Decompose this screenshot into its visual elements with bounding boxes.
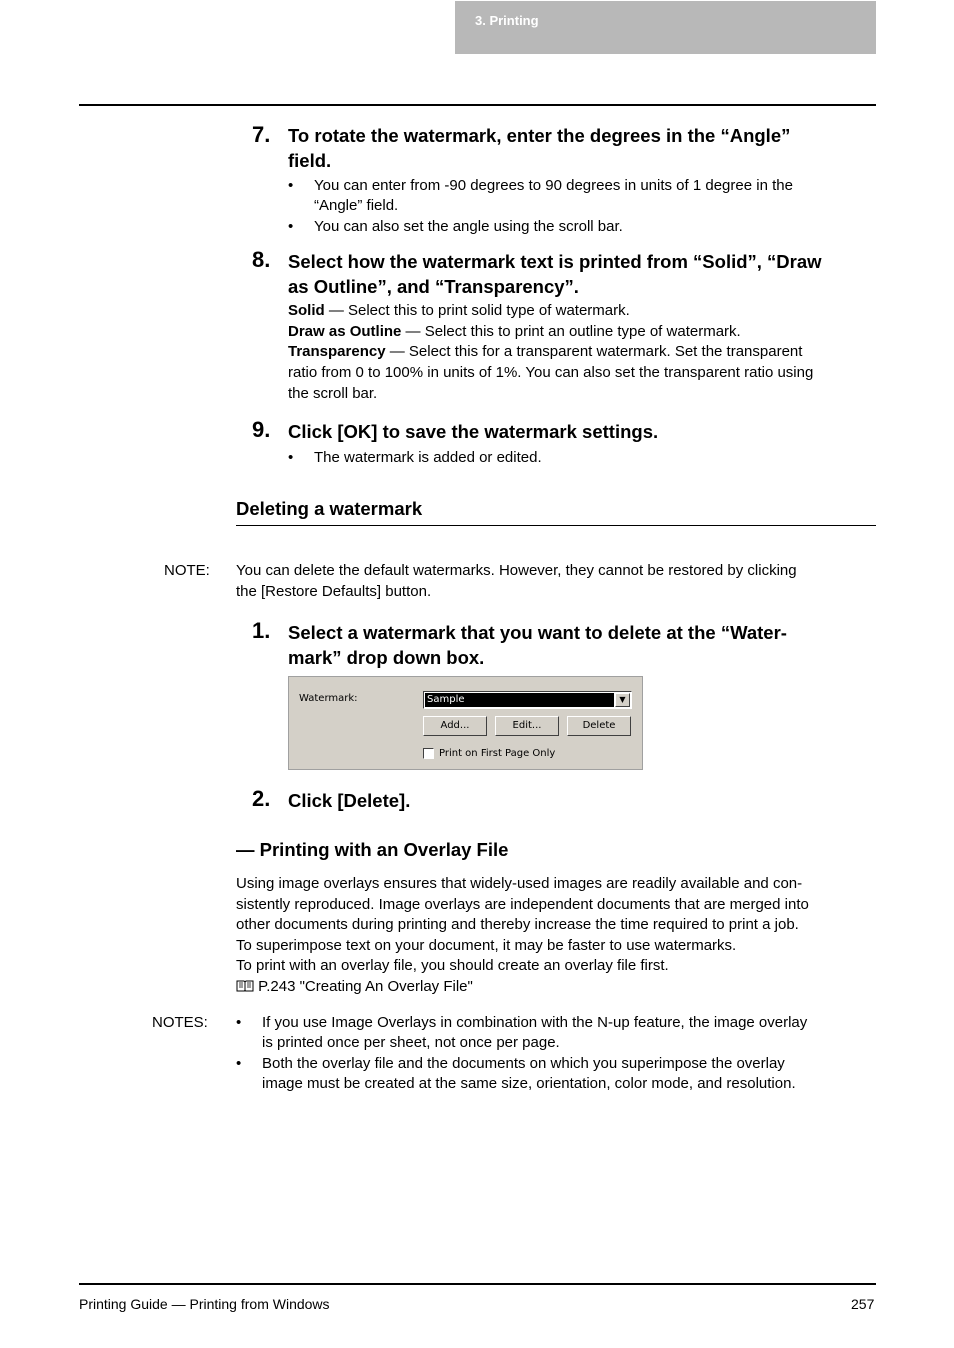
step-9-title: Click [OK] to save the watermark settings.: [288, 421, 659, 442]
add-button[interactable]: Add...: [423, 716, 487, 736]
watermark-label: Watermark:: [299, 693, 358, 704]
book-icon: [236, 979, 254, 992]
page-number: 257: [851, 1296, 875, 1312]
step-9-bullet-1: • The watermark is added or edited.: [288, 449, 542, 466]
overlay-note-1: • If you use Image Overlays in combination with the N-up feature, the image overlay is printed once per sheet, not once per page.: [236, 1014, 808, 1051]
footer-rule: [79, 1283, 876, 1285]
def-outline: Draw as Outline — Select this to print an outline type of watermark.: [288, 322, 741, 340]
chapter-tab-label: 3. Printing: [475, 13, 539, 28]
chapter-tab: [455, 1, 876, 54]
watermark-dropdown[interactable]: [423, 691, 632, 709]
section-rule: [236, 525, 876, 526]
step-9-number: 9.: [252, 417, 271, 442]
note-text: You can delete the default watermarks. However, they cannot be restored by clicking the [Restore Defaults] button.: [236, 562, 797, 600]
footer-title: Printing Guide — Printing from Windows: [79, 1296, 330, 1312]
delete-step-2-title: Click [Delete].: [288, 790, 411, 811]
def-transparency: Transparency — Select this for a transparent watermark. Set the transparent: [288, 343, 803, 360]
edit-button[interactable]: Edit...: [495, 716, 559, 736]
section-heading-delete: Deleting a watermark: [236, 498, 423, 519]
delete-step-1-title: Select a watermark that you want to delete at the “Water- mark” drop down box.: [288, 622, 787, 668]
note-label: NOTE:: [164, 562, 210, 579]
overlay-note-2: • Both the overlay file and the documents on which you superimpose the overlay image must be created at the same size, orientation, color mode, and resolution.: [236, 1055, 796, 1092]
step-7-number: 7.: [252, 122, 271, 147]
step-8-title: Select how the watermark text is printed from “Solid”, “Draw as Outline”, and “Transparency”.: [288, 251, 822, 297]
delete-button[interactable]: Delete: [567, 716, 631, 736]
chevron-down-icon[interactable]: ▼: [615, 693, 630, 707]
step-7-bullet-2: • You can also set the angle using the scroll bar.: [288, 218, 623, 235]
step-7-bullet-1: • You can enter from -90 degrees to 90 degrees in units of 1 degree in the “Angle” field.: [288, 177, 793, 214]
step-7-title: To rotate the watermark, enter the degrees in the “Angle” field.: [288, 125, 791, 171]
watermark-selected-value: Sample: [425, 693, 614, 707]
delete-step-2-number: 2.: [252, 786, 271, 811]
overlay-reference-link[interactable]: P.243 "Creating An Overlay File": [236, 977, 876, 998]
delete-step-1-number: 1.: [252, 618, 271, 643]
step-8-number: 8.: [252, 247, 271, 272]
header-rule: [79, 104, 876, 106]
def-solid: Solid — Select this to print solid type of watermark.: [288, 302, 630, 319]
watermark-dialog: [288, 676, 643, 770]
print-first-page-checkbox[interactable]: [423, 748, 434, 759]
section-heading-overlay: — Printing with an Overlay File: [236, 839, 509, 860]
overlay-paragraph: Using image overlays ensures that widely-used images are readily available and con- sistently reproduced. Image overlays are independent documents that are merged into other documents during printing and thereby increase the time required to print a job. To superimpose text on your document, it may be faster to use watermarks. To print with an overlay file, you should create an overlay file first. P.243 "Creating An Overlay File": [236, 874, 876, 997]
step-8-definitions: Solid — Select this to print solid type of watermark. Draw as Outline — Select this to print an outline type of watermark. Transparency — Select this for a transparent watermark. Set the transparent ratio from 0 to 100% in units of 1%. You can also set the transparent ratio using the scroll bar.: [288, 301, 878, 405]
notes-label: NOTES:: [152, 1014, 208, 1031]
print-first-page-label: Print on First Page Only: [439, 748, 556, 759]
